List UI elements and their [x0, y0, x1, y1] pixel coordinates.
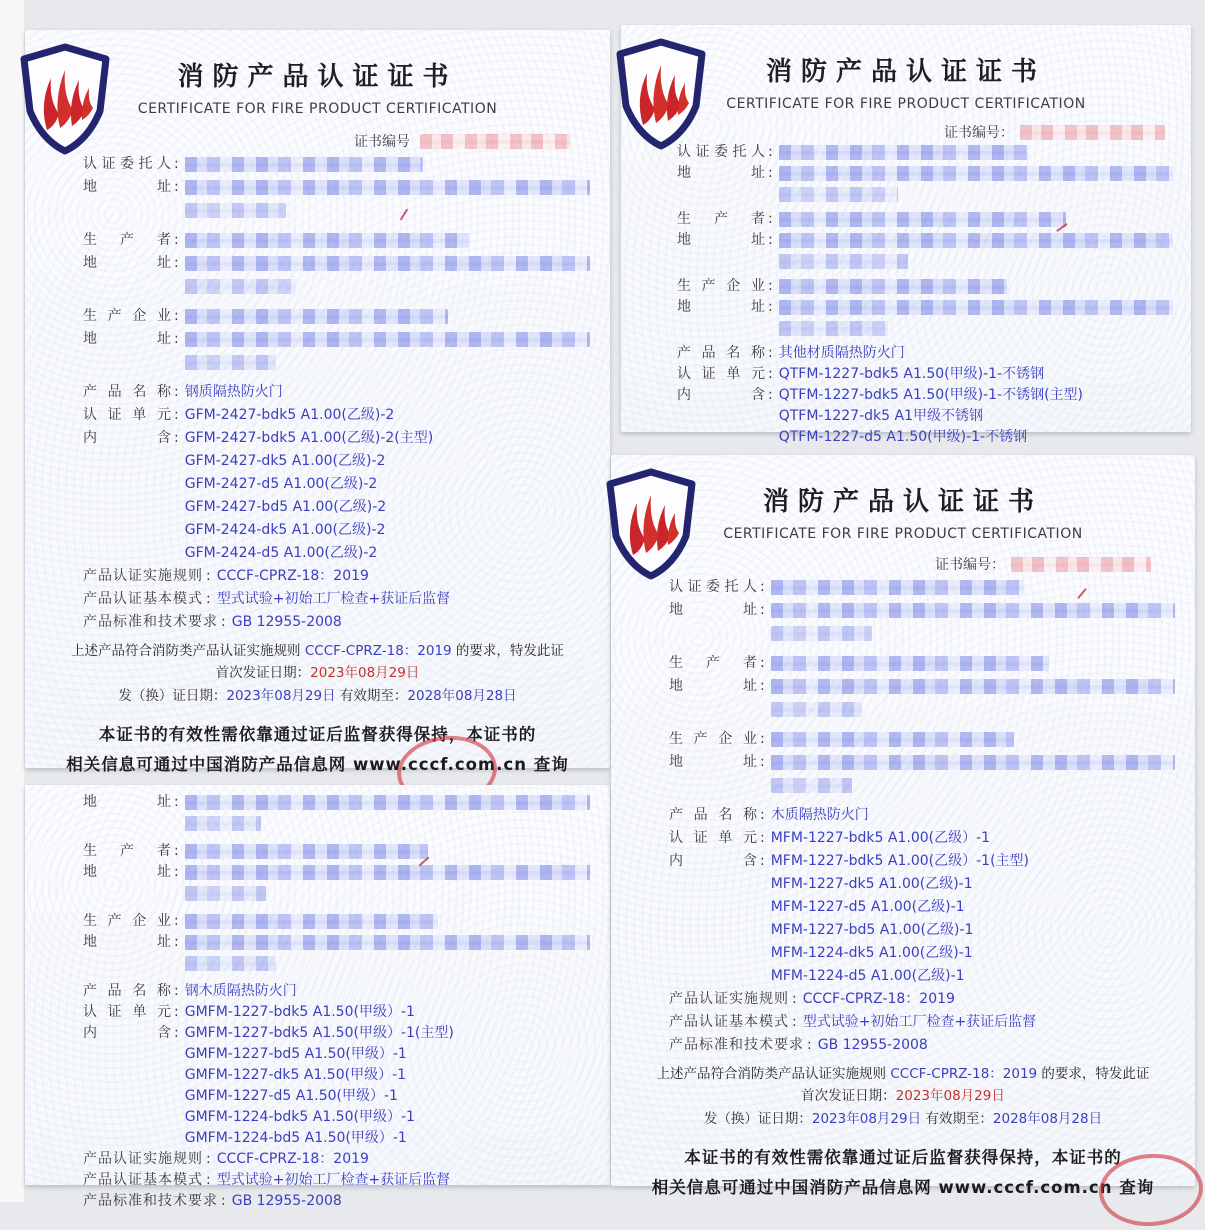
applicant-label: 认证委托人: [669, 579, 757, 595]
address-redacted: [771, 679, 1175, 694]
colon: :: [174, 232, 179, 248]
producer-redacted: [771, 656, 1049, 671]
applicant-redacted: [185, 157, 423, 172]
producer-label: 生产者: [677, 211, 765, 227]
reissue-date: 2023年08月29日: [811, 1111, 922, 1127]
mode-value: 型式试验+初始工厂检查+获证后监督: [216, 591, 451, 607]
mode-value: 型式试验+初始工厂检查+获证后监督: [216, 1172, 451, 1188]
address-redacted: [779, 300, 1173, 315]
address-label: 地址: [677, 165, 765, 181]
statement-pre: 上述产品符合消防类产品认证实施规则: [71, 643, 305, 659]
colon: :: [792, 1014, 797, 1030]
colon: :: [760, 731, 765, 747]
cert-number-redacted: [420, 134, 570, 149]
unit-value: MFM-1227-bdk5 A1.00(乙级）-1: [770, 830, 991, 846]
cert-title: 消防产品认证证书: [762, 487, 1043, 517]
fire-shield-logo-icon: [13, 42, 117, 158]
colon: :: [174, 179, 179, 195]
reissue-label: 发（换）证日期：: [118, 688, 227, 704]
reissue-label: 发（换）证日期：: [703, 1111, 812, 1127]
footer-note: [25, 720, 610, 780]
colon: :: [760, 754, 765, 770]
valid-until-label: 有效期至：: [339, 688, 408, 704]
statement-line: [25, 640, 610, 662]
colon: :: [792, 991, 797, 1007]
footer-line-2: 相关信息可通过中国消防产品信息网 www.cccf.com.cn 查询: [66, 755, 569, 774]
cert-number-label: 证书编号：: [944, 125, 1014, 141]
cert-title: 消防产品认证证书: [177, 62, 458, 92]
unit-label: 认证单元: [83, 407, 171, 423]
address-redacted-2: [771, 778, 852, 793]
applicant-label: 认证委托人: [677, 144, 765, 160]
statement-line: [611, 1063, 1195, 1085]
producer-redacted: [779, 212, 1067, 227]
unit-value: GMFM-1227-bdk5 A1.50(甲级）-1: [184, 1004, 415, 1020]
contains-item: MFM-1227-d5 A1.00(乙级)-1: [770, 899, 965, 915]
contains-item: MFM-1224-d5 A1.00(乙级)-1: [770, 968, 965, 984]
product-name-value: 木质隔热防火门: [770, 807, 869, 823]
contains-label: 内含: [83, 1025, 171, 1041]
reissue-date: 2023年08月29日: [226, 688, 336, 704]
colon: :: [174, 384, 179, 400]
cert-title: 消防产品认证证书: [765, 57, 1046, 87]
statement-post: 的要求，特发此证: [1037, 1066, 1150, 1082]
colon: :: [174, 407, 179, 423]
product-name-value: 钢质隔热防火门: [184, 384, 283, 400]
address-redacted: [185, 256, 590, 271]
mode-label: 产品认证基本模式: [83, 1172, 203, 1188]
contains-label: 内含: [83, 430, 171, 446]
address-label: 地址: [669, 678, 757, 694]
address-redacted: [779, 233, 1173, 248]
factory-redacted: [185, 309, 449, 324]
certificate-steel-wood-door: [25, 785, 610, 1209]
factory-redacted: [771, 732, 1014, 747]
contains-label: 内含: [677, 387, 765, 403]
address-redacted-2: [185, 886, 266, 901]
product-name-label: 产品名称: [677, 345, 765, 361]
contains-item: MFM-1227-bd5 A1.00(乙级)-1: [770, 922, 974, 938]
reissue-line: [25, 685, 610, 708]
address-redacted-2: [771, 702, 862, 717]
factory-label: 生产企业: [677, 278, 765, 294]
rule-value: CCCF-CPRZ-18：2019: [216, 1151, 369, 1167]
producer-redacted: [185, 233, 469, 248]
standard-value: GB 12955-2008: [231, 1193, 342, 1209]
cert-number-label: 证书编号: [354, 134, 410, 150]
unit-value: GFM-2427-bdk5 A1.00(乙级)-2: [184, 407, 395, 423]
address-redacted-2: [779, 187, 898, 202]
colon: :: [174, 331, 179, 347]
contains-item: GMFM-1227-bdk5 A1.50(甲级）-1(主型): [184, 1025, 454, 1041]
fire-shield-logo-icon: [599, 467, 703, 583]
standard-value: GB 12955-2008: [817, 1037, 928, 1053]
cert-body: [621, 142, 1191, 448]
address-redacted: [185, 795, 590, 810]
address-label: 地址: [83, 179, 171, 195]
applicant-redacted: [771, 580, 1024, 595]
certificate-steel-door: [25, 30, 610, 774]
standard-value: GB 12955-2008: [231, 614, 342, 630]
colon: :: [174, 1004, 179, 1020]
first-issue-label: 首次发证日期：: [215, 665, 311, 681]
address-label: 地址: [669, 602, 757, 618]
mode-value: 型式试验+初始工厂检查+获证后监督: [802, 1014, 1037, 1030]
cert-subtitle: CERTIFICATE FOR FIRE PRODUCT CERTIFICATION: [137, 101, 498, 117]
cert-number-label: 证书编号：: [935, 557, 1005, 573]
colon: :: [174, 156, 179, 172]
address-label: 地址: [83, 864, 171, 880]
standard-label: 产品标准和技术要求: [669, 1037, 804, 1053]
producer-label: 生产者: [83, 232, 171, 248]
statement-rule-code: CCCF-CPRZ-18：2019: [890, 1066, 1038, 1082]
colon: :: [174, 430, 179, 446]
colon: :: [760, 579, 765, 595]
colon: :: [768, 387, 773, 403]
footer-line-1: 本证书的有效性需依靠通过证后监督获得保持，本证书的: [98, 725, 537, 744]
first-issue-date: 2023年08月29日: [310, 665, 420, 681]
colon: :: [768, 144, 773, 160]
certificate-wooden-door: [611, 455, 1195, 1197]
colon: :: [768, 278, 773, 294]
contains-item: GMFM-1227-d5 A1.50(甲级）-1: [184, 1088, 398, 1104]
unit-label: 认证单元: [83, 1004, 171, 1020]
colon: :: [760, 678, 765, 694]
product-name-label: 产品名称: [83, 384, 171, 400]
footer-line-1: 本证书的有效性需依靠通过证后监督获得保持，本证书的: [684, 1148, 1122, 1167]
statement-pre: 上述产品符合消防类产品认证实施规则: [656, 1066, 891, 1082]
address-redacted: [185, 332, 590, 347]
address-redacted-2: [779, 321, 888, 336]
address-label: 地址: [83, 255, 171, 271]
colon: :: [174, 1025, 179, 1041]
contains-item: QTFM-1227-dk5 A1甲级不锈钢: [778, 408, 983, 424]
colon: :: [760, 807, 765, 823]
certificate-stainless-door: [621, 25, 1191, 445]
statement-post: 的要求，特发此证: [451, 643, 564, 659]
valid-until-date: 2028年08月28日: [992, 1111, 1103, 1127]
product-name-label: 产品名称: [83, 983, 171, 999]
footer-line-2: 相关信息可通过中国消防产品信息网 www.cccf.com.cn 查询: [651, 1178, 1155, 1197]
address-label: 地址: [83, 934, 171, 950]
address-redacted: [771, 755, 1175, 770]
colon: :: [206, 1151, 211, 1167]
standard-label: 产品标准和技术要求: [83, 614, 218, 630]
fire-shield-logo-icon: [609, 37, 713, 153]
address-redacted: [185, 865, 590, 880]
contains-label: 内含: [669, 853, 757, 869]
colon: :: [768, 165, 773, 181]
standard-label: 产品标准和技术要求: [83, 1193, 218, 1209]
factory-label: 生产企业: [83, 308, 171, 324]
colon: :: [206, 591, 211, 607]
contains-item: QTFM-1227-bdk5 A1.50(甲级)-1-不锈钢(主型): [778, 387, 1083, 403]
rule-label: 产品认证实施规则: [83, 1151, 203, 1167]
cert-body: [25, 153, 610, 634]
cert-number-redacted: [1011, 557, 1151, 572]
factory-label: 生产企业: [669, 731, 757, 747]
product-name-value: 其他材质隔热防火门: [778, 345, 905, 361]
colon: :: [768, 211, 773, 227]
address-redacted-2: [771, 626, 872, 641]
valid-until-date: 2028年08月28日: [407, 688, 517, 704]
colon: :: [174, 913, 179, 929]
colon: :: [174, 308, 179, 324]
address-redacted-2: [185, 355, 276, 370]
address-label: 地址: [669, 754, 757, 770]
rule-value: CCCF-CPRZ-18：2019: [216, 568, 369, 584]
colon: :: [760, 602, 765, 618]
address-redacted: [185, 935, 590, 950]
first-issue-line: [25, 662, 610, 685]
address-redacted-2: [185, 956, 276, 971]
first-issue-line: [611, 1085, 1195, 1108]
producer-label: 生产者: [83, 843, 171, 859]
contains-item: GFM-2424-d5 A1.00(乙级)-2: [184, 545, 378, 561]
first-issue-date: 2023年08月29日: [895, 1088, 1005, 1104]
address-redacted-2: [185, 203, 286, 218]
address-redacted-2: [185, 279, 297, 294]
contains-item: GFM-2427-dk5 A1.00(乙级)-2: [184, 453, 386, 469]
unit-label: 认证单元: [677, 366, 765, 382]
contains-item: MFM-1227-bdk5 A1.00(乙级）-1(主型): [770, 853, 1029, 869]
cert-body: [611, 576, 1195, 1057]
contains-item: GFM-2427-d5 A1.00(乙级)-2: [184, 476, 378, 492]
first-issue-label: 首次发证日期：: [801, 1088, 896, 1104]
address-redacted-2: [185, 816, 261, 831]
cert-subtitle: CERTIFICATE FOR FIRE PRODUCT CERTIFICATION: [723, 526, 1083, 542]
colon: :: [760, 655, 765, 671]
valid-until-label: 有效期至：: [925, 1111, 993, 1127]
contains-item: GMFM-1224-bdk5 A1.50(甲级）-1: [184, 1109, 415, 1125]
applicant-label: 认证委托人: [83, 156, 171, 172]
factory-redacted: [779, 279, 1007, 294]
colon: :: [174, 794, 179, 810]
producer-redacted: [185, 844, 428, 859]
colon: :: [221, 1193, 226, 1209]
product-name-label: 产品名称: [669, 807, 757, 823]
unit-value: QTFM-1227-bdk5 A1.50(甲级)-1-不锈钢: [778, 366, 1045, 382]
colon: :: [206, 568, 211, 584]
cert-subtitle: CERTIFICATE FOR FIRE PRODUCT CERTIFICATION: [726, 96, 1086, 112]
colon: :: [768, 345, 773, 361]
address-label: 地址: [677, 232, 765, 248]
address-label: 地址: [83, 331, 171, 347]
colon: :: [174, 843, 179, 859]
address-redacted: [185, 180, 590, 195]
unit-label: 认证单元: [669, 830, 757, 846]
product-name-value: 钢木质隔热防火门: [184, 983, 297, 999]
colon: :: [807, 1037, 812, 1053]
colon: :: [768, 299, 773, 315]
factory-label: 生产企业: [83, 913, 171, 929]
colon: :: [174, 983, 179, 999]
colon: :: [174, 255, 179, 271]
rule-label: 产品认证实施规则: [669, 991, 789, 1007]
rule-label: 产品认证实施规则: [83, 568, 203, 584]
contains-item: GFM-2427-bd5 A1.00(乙级)-2: [184, 499, 387, 515]
contains-item: GMFM-1227-dk5 A1.50(甲级）-1: [184, 1067, 407, 1083]
colon: :: [174, 864, 179, 880]
contains-item: GFM-2424-dk5 A1.00(乙级)-2: [184, 522, 386, 538]
colon: :: [760, 853, 765, 869]
address-redacted: [771, 603, 1175, 618]
colon: :: [768, 366, 773, 382]
colon: :: [221, 614, 226, 630]
address-label: 地址: [83, 794, 171, 810]
reissue-line: [611, 1108, 1195, 1131]
producer-label: 生产者: [669, 655, 757, 671]
cert-number-redacted: [1020, 125, 1165, 140]
address-redacted-2: [779, 254, 908, 269]
contains-item: MFM-1227-dk5 A1.00(乙级)-1: [770, 876, 973, 892]
factory-redacted: [185, 914, 439, 929]
rule-value: CCCF-CPRZ-18：2019: [802, 991, 955, 1007]
contains-item: GMFM-1227-bd5 A1.50(甲级）-1: [184, 1046, 407, 1062]
colon: :: [174, 934, 179, 950]
contains-item: GFM-2427-bdk5 A1.00(乙级)-2(主型): [184, 430, 434, 446]
applicant-redacted: [779, 145, 1027, 160]
mode-label: 产品认证基本模式: [83, 591, 203, 607]
cert-body: [25, 785, 610, 1212]
colon: :: [768, 232, 773, 248]
colon: :: [760, 830, 765, 846]
address-redacted: [779, 166, 1173, 181]
colon: :: [206, 1172, 211, 1188]
contains-item-clipped: QTFM-1227-d5 A1.50(甲级)-1-不锈钢: [778, 429, 1028, 445]
mode-label: 产品认证基本模式: [669, 1014, 789, 1030]
address-label: 地址: [677, 299, 765, 315]
contains-item: MFM-1224-dk5 A1.00(乙级)-1: [770, 945, 973, 961]
statement-rule-code: CCCF-CPRZ-18：2019: [304, 643, 452, 659]
contains-item: GMFM-1224-bd5 A1.50(甲级）-1: [184, 1130, 407, 1146]
